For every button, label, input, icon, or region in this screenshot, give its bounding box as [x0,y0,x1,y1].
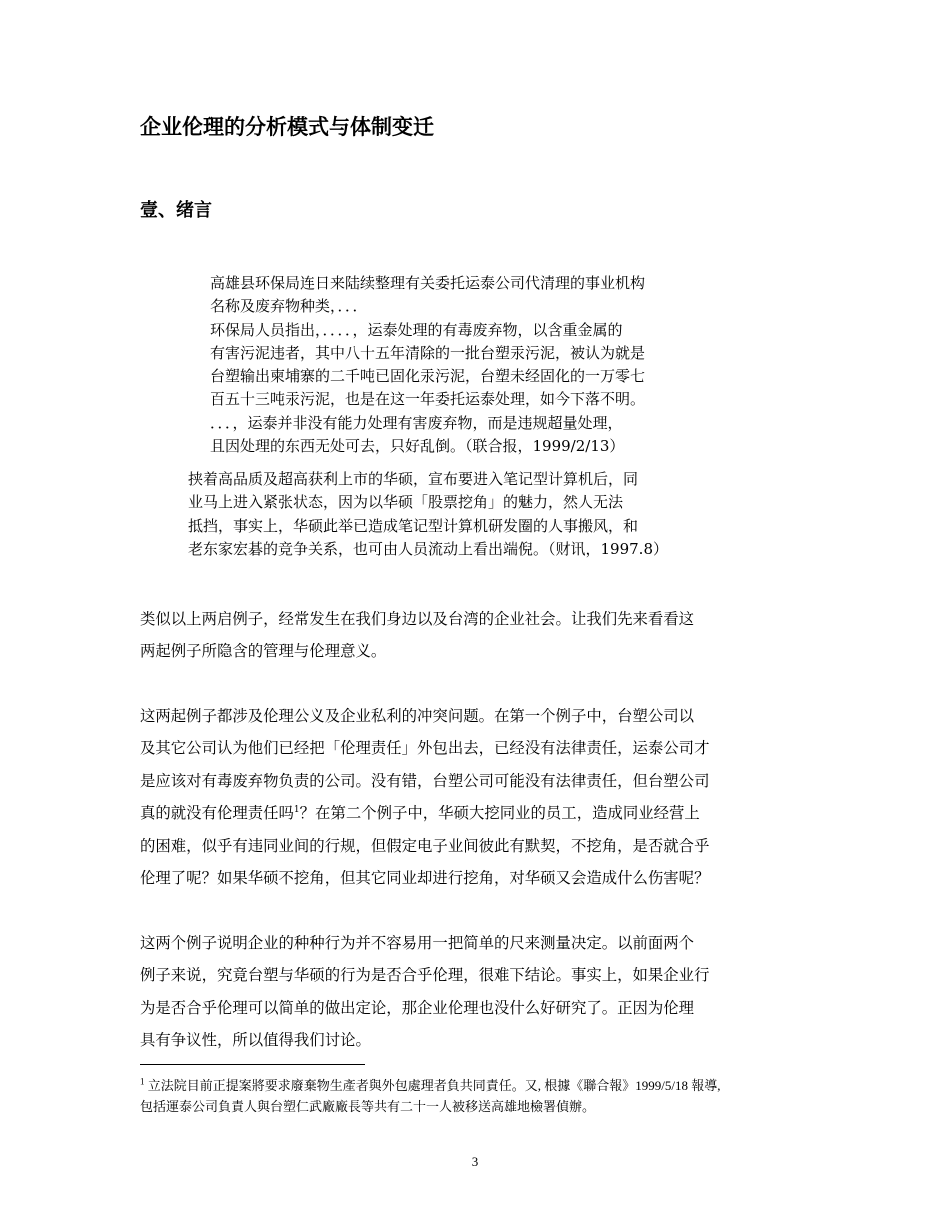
block-quote-1 [210,272,645,458]
paragraph-line: 的困难，似乎有违同业间的行规，但假定电子业间彼此有默契，不挖角，是否就合乎 [140,836,710,855]
quote-line: 挟着高品质及超高获利上市的华硕，宣布要进入笔记型计算机后，同 [188,470,639,488]
paragraph-1 [140,603,830,668]
paragraph-line [140,797,830,829]
paragraph-text: 真的就没有伦理责任吗 [140,804,294,823]
footnote-line: 包括運泰公司負責人與台塑仁武廠廠長等共有二十一人被移送高雄地檢署偵辦。 [140,1099,596,1114]
paragraph-line: 具有争议性，所以值得我们讨论。 [140,1031,371,1050]
paragraph-line: 两起例子所隐含的管理与伦理意义。 [140,642,387,661]
quote-line: 台塑输出柬埔寨的二千吨已固化汞污泥，台塑未经固化的一万零七 [210,367,646,386]
quote-line: 且因处理的东西无处可去，只好乱倒。（联合报，1999/2/13） [210,437,625,456]
quote-line: 高雄县环保局连日来陆续整理有关委托运泰公司代清理的事业机构 [210,274,646,292]
quote-line: 有害污泥违者，其中八十五年清除的一批台塑汞污泥，被认为就是 [210,343,646,362]
paragraph-line: 伦理了呢？如果华硕不挖角，但其它同业却进行挖角，对华硕又会造成什么伤害呢？ [140,869,710,888]
quote-line: 老东家宏碁的竞争关系，也可由人员流动上看出端倪。（财讯，1997.8） [188,539,668,558]
footnote-text: 立法院目前正提案將要求廢棄物生產者與外包處理者負共同責任。又, 根據《聯合報》1999/5/18 報導, [147,1078,721,1093]
paragraph-line: 例子来说，究竟台塑与华硕的行为是否合乎伦理，很难下结论。事实上，如果企业行 [140,966,710,985]
quote-line: 环保局人员指出，．．．．，运泰处理的有毒废弃物，以含重金属的 [210,320,623,339]
footnote-line [140,1075,830,1096]
footnote [140,1075,830,1117]
paragraph-line: 为是否合乎伦理可以简单的做出定论，那企业伦理也没什么好研究了。正因为伦理 [140,998,695,1017]
footnote-divider [140,1064,365,1065]
quote-line: 名称及废弃物种类，．．． [210,297,368,316]
paragraph-line: 这两个例子说明企业的种种行为并不容易用一把简单的尺来测量决定。以前面两个 [140,934,695,952]
paragraph-3 [140,927,830,1057]
footnote-reference[interactable]: 1 [293,805,300,816]
quote-line: 业马上进入紧张状态，因为以华硕「股票挖角」的魅力，然人无法 [188,493,624,512]
paragraph-line: 是应该对有毒废弃物负责的公司。没有错，台塑公司可能没有法律责任，但台塑公司 [140,771,710,790]
document-title: 企业伦理的分析模式与体制变迁 [140,115,434,139]
block-quote-2 [188,468,668,561]
paragraph-line: 类似以上两启例子，经常发生在我们身边以及台湾的企业社会。让我们先来看看这 [140,610,695,628]
paragraph-text: ？在第二个例子中，华硕大挖同业的员工，造成同业经营上 [299,804,700,823]
quote-line: 抵挡，事实上，华硕此举已造成笔记型计算机研发圈的人事搬风，和 [188,516,639,535]
paragraph-line: 及其它公司认为他们已经把「伦理责任」外包出去，已经没有法律责任，运泰公司才 [140,739,710,758]
quote-line: ．．．，运泰并非没有能力处理有害废弃物，而是违规超量处理， [210,413,623,432]
quote-line: 百五十三吨汞污泥，也是在这一年委托运泰处理，如今下落不明。 [210,390,646,409]
page-number: 3 [471,1154,479,1169]
paragraph-line: 这两起例子都涉及伦理公义及企业私利的冲突问题。在第一个例子中，台塑公司以 [140,707,695,725]
footnote-marker: 1 [140,1076,145,1087]
section-heading: 壹、绪言 [140,200,212,221]
paragraph-2 [140,700,830,894]
